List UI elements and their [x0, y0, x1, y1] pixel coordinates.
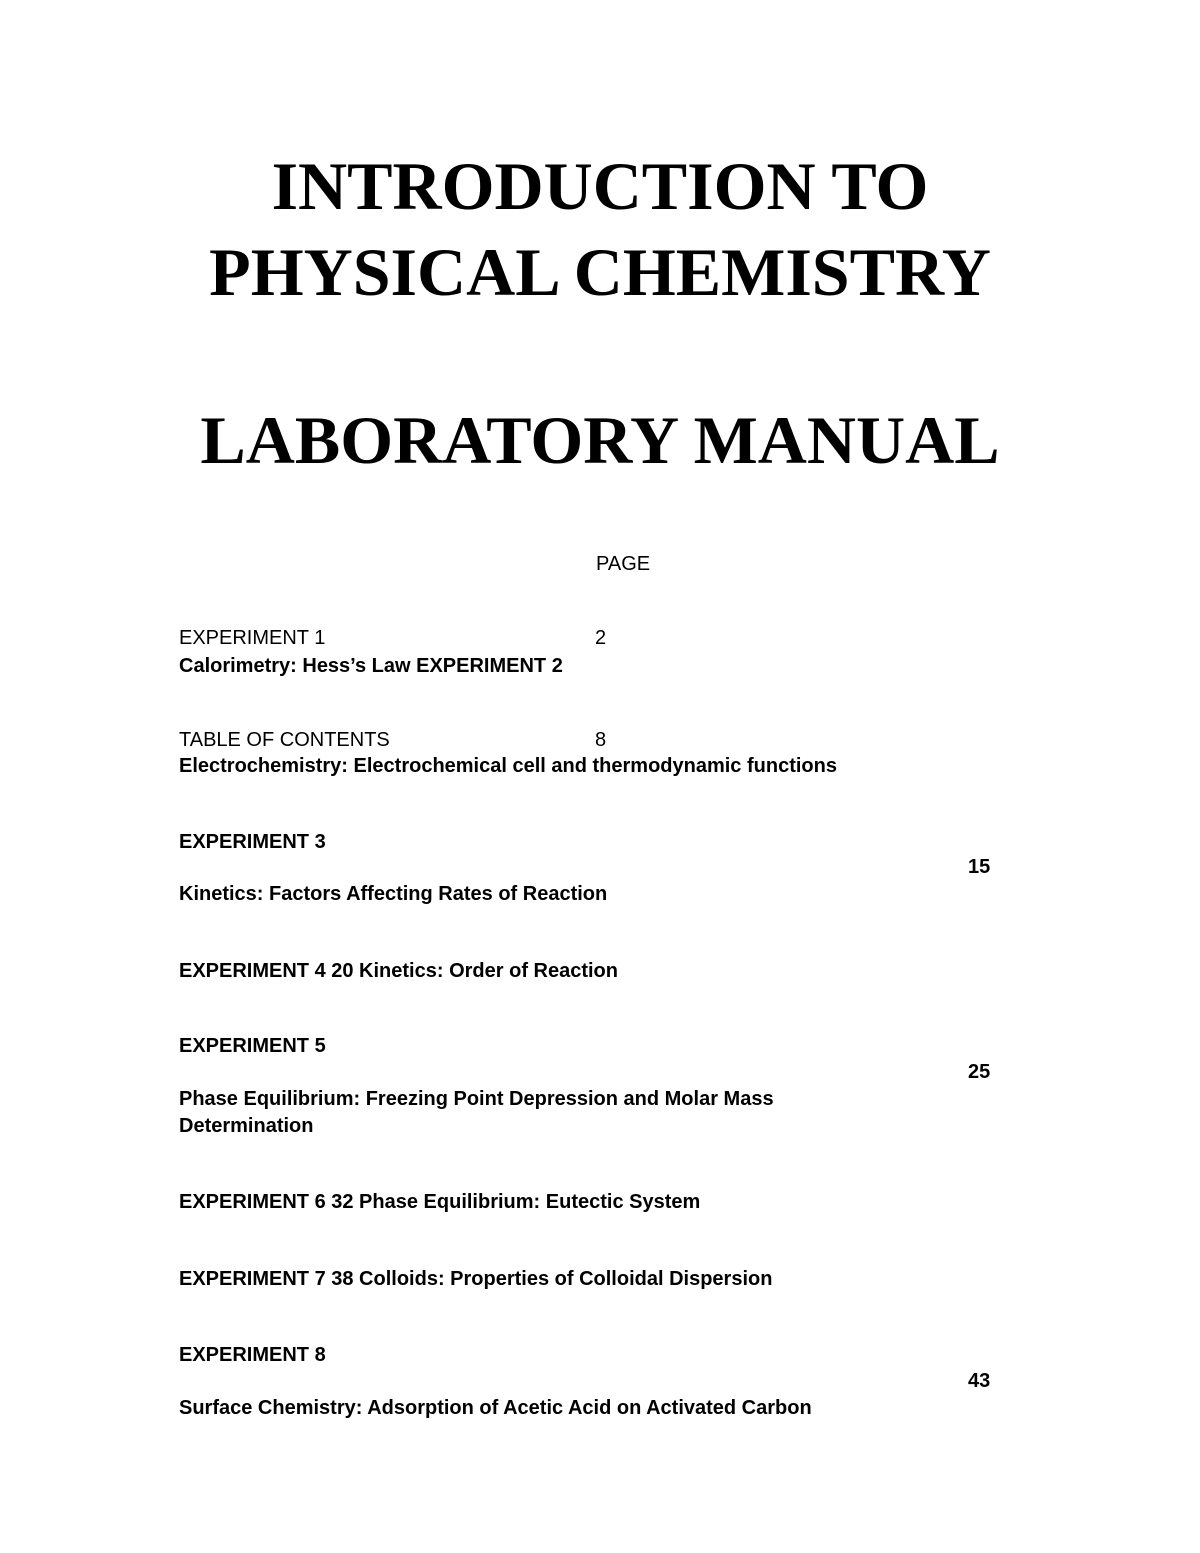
toc-description-5-line-1: Phase Equilibrium: Freezing Point Depression and Molar Mass — [179, 1088, 774, 1110]
toc-line-4: EXPERIMENT 4 20 Kinetics: Order of Reaction — [179, 960, 618, 982]
toc-page-5: 25 — [968, 1061, 991, 1083]
toc-description-3: Kinetics: Factors Affecting Rates of Reaction — [179, 883, 608, 905]
toc-page-3: 15 — [968, 856, 991, 878]
title-line-3: LABORATORY MANUAL — [200, 402, 1000, 478]
toc-line-6: EXPERIMENT 6 32 Phase Equilibrium: Eutectic System — [179, 1191, 701, 1213]
toc-heading-8: EXPERIMENT 8 — [179, 1344, 326, 1366]
toc-heading-2: TABLE OF CONTENTS — [179, 729, 390, 751]
page-column-header: PAGE — [596, 553, 651, 575]
toc-description-2: Electrochemistry: Electrochemical cell and thermodynamic functions — [179, 755, 837, 777]
toc-page-1: 2 — [595, 627, 607, 649]
toc-description-8: Surface Chemistry: Adsorption of Acetic Acid on Activated Carbon — [179, 1397, 812, 1419]
toc-page-2: 8 — [595, 729, 607, 751]
toc-page-8: 43 — [968, 1370, 991, 1392]
title-line-2: PHYSICAL CHEMISTRY — [209, 234, 991, 310]
title-line-1: INTRODUCTION TO — [271, 148, 929, 224]
toc-line-7: EXPERIMENT 7 38 Colloids: Properties of Colloidal Dispersion — [179, 1268, 773, 1290]
toc-heading-3: EXPERIMENT 3 — [179, 831, 326, 853]
toc-description-5-line-2: Determination — [179, 1115, 314, 1137]
toc-description-1: Calorimetry: Hess’s Law EXPERIMENT 2 — [179, 655, 563, 677]
toc-heading-5: EXPERIMENT 5 — [179, 1035, 326, 1057]
toc-heading-1: EXPERIMENT 1 — [179, 627, 326, 649]
